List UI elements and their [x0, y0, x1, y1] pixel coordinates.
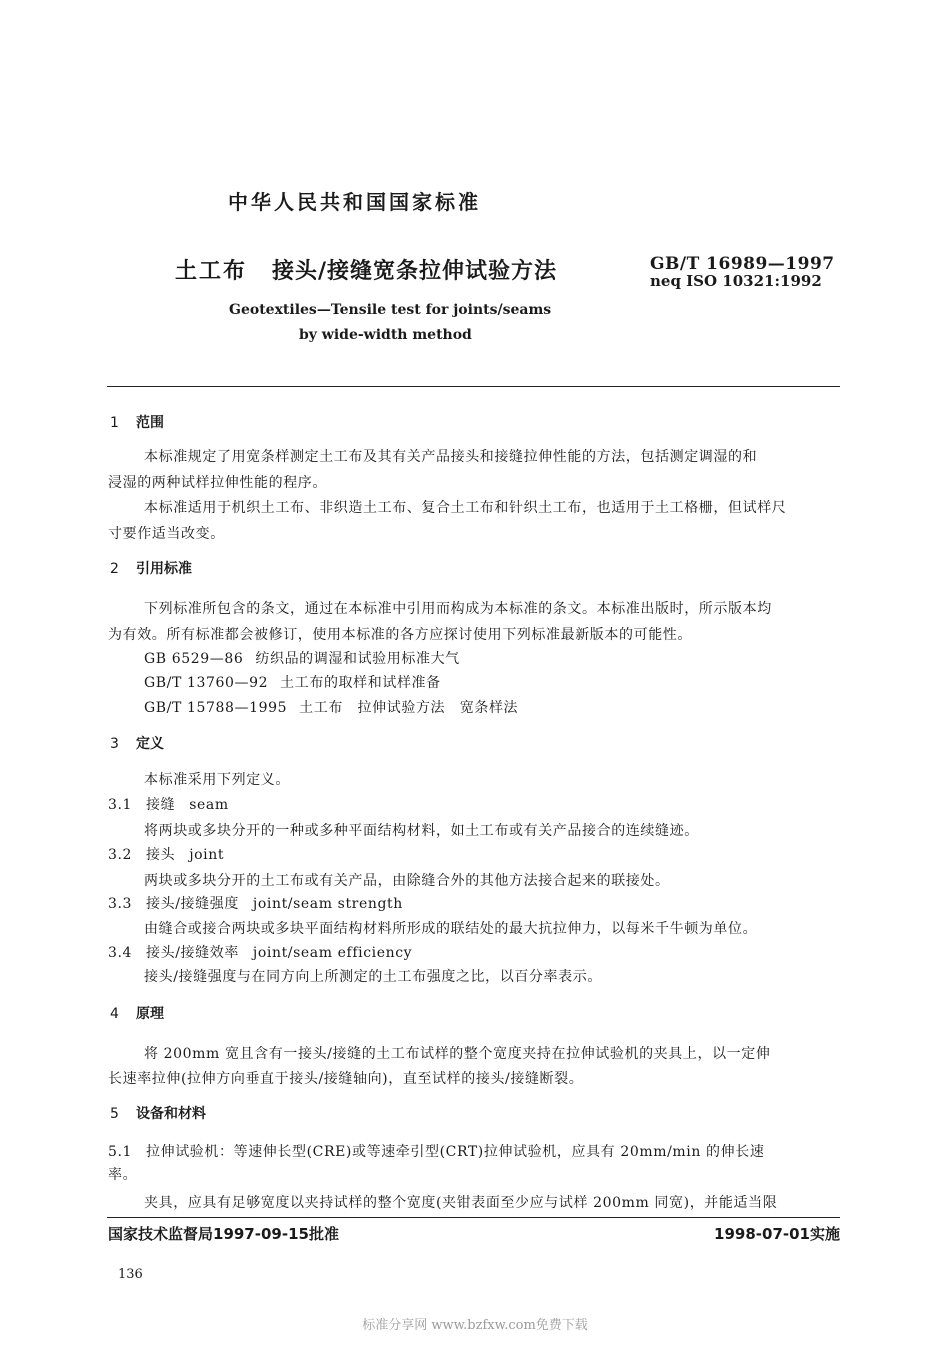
title-cn-sub: 接头/接缝宽条拉伸试验方法: [272, 259, 558, 284]
term-cn: 接头/接缝效率: [146, 945, 239, 961]
section-1-heading: [110, 412, 164, 432]
section-number: 4: [110, 1006, 119, 1022]
reference-item: [144, 697, 518, 717]
reference-item: [144, 672, 441, 692]
section-number: 3: [110, 736, 119, 752]
section-title: 引用标准: [136, 561, 192, 577]
section-number: 2: [110, 561, 119, 577]
definition-term: [108, 844, 224, 864]
definition-term: [108, 942, 412, 962]
section-title: 设备和材料: [136, 1106, 206, 1122]
section-title: 范围: [136, 415, 164, 431]
section-4-heading: [110, 1003, 164, 1023]
definition-number: 3.1: [108, 797, 133, 813]
approval-note: 国家技术监督局1997-09-15批准: [108, 1225, 339, 1243]
reference-title: 土工布 拉伸试验方法 宽条样法: [299, 700, 519, 716]
section-5-heading: [110, 1103, 206, 1123]
section-3-heading: [110, 733, 164, 753]
definition-term: [108, 794, 229, 814]
section-2-heading: [110, 558, 192, 578]
section-title: 原理: [136, 1006, 164, 1022]
reference-code: GB 6529—86: [144, 651, 244, 667]
title-cn-main: 土工布: [175, 259, 248, 284]
definition-text: 将两块或多块分开的一种或多种平面结构材料，如土工布或有关产品接合的连续缝迹。: [144, 823, 699, 839]
definition-text: 由缝合或接合两块或多块平面结构材料所形成的联结处的最大抗拉伸力，以每米千牛顿为单位。: [144, 921, 758, 937]
national-standard-heading: 中华人民共和国国家标准: [228, 190, 481, 214]
header-rule: [107, 386, 840, 387]
sec5-para2: 夹具，应具有足够宽度以夹持试样的整个宽度(夹钳表面至少应与试样 200mm 同宽)，并能适当限: [144, 1195, 778, 1211]
section-number: 5: [110, 1106, 119, 1122]
title-en-line2: by wide-width method: [299, 327, 472, 343]
sec1-para1-line2: 浸湿的两种试样拉伸性能的程序。: [108, 475, 327, 491]
term-cn: 接头/接缝强度: [146, 896, 239, 912]
definition-text: 两块或多块分开的土工布或有关产品，由除缝合外的其他方法接合起来的联接处。: [144, 873, 670, 889]
definition-number: 3.4: [108, 945, 133, 961]
reference-title: 土工布的取样和试样准备: [280, 675, 441, 691]
term-en: joint/seam efficiency: [252, 945, 413, 961]
sec5-1-line1: [108, 1141, 764, 1161]
term-cn: 接头: [146, 847, 176, 863]
subsection-number: 5.1: [108, 1144, 133, 1160]
term-en: seam: [189, 797, 229, 813]
section-title: 定义: [136, 736, 164, 752]
reference-code: GB/T 13760—92: [144, 675, 269, 691]
subsection-text: 拉伸试验机：等速伸长型(CRE)或等速牵引型(CRT)拉伸试验机，应具有 20mm/min 的伸长速: [146, 1144, 765, 1160]
term-en: joint/seam strength: [252, 896, 403, 912]
page-number: 136: [118, 1267, 143, 1282]
watermark: 标准分享网 www.bzfxw.com免费下载: [362, 1318, 588, 1333]
reference-code: GB/T 15788—1995: [144, 700, 288, 716]
sec2-para1-line2: 为有效。所有标准都会被修订，使用本标准的各方应探讨使用下列标准最新版本的可能性。: [108, 627, 692, 643]
sec2-para1-line1: 下列标准所包含的条文，通过在本标准中引用而构成为本标准的条文。本标准出版时，所示版本均: [144, 601, 772, 617]
sec4-para1-line2: 长速率拉伸(拉伸方向垂直于接头/接缝轴向)，直至试样的接头/接缝断裂。: [108, 1071, 584, 1087]
sec5-1-line2: 率。: [108, 1167, 138, 1183]
footer-rule: [107, 1217, 840, 1218]
sec1-para2-line2: 寸要作适当改变。: [108, 526, 225, 542]
definition-text: 接头/接缝强度与在同方向上所测定的土工布强度之比，以百分率表示。: [144, 969, 602, 985]
term-en: joint: [189, 847, 225, 863]
title-en-line1: Geotextiles—Tensile test for joints/seams: [229, 302, 552, 318]
sec4-para1-line1: 将 200mm 宽且含有一接头/接缝的土工布试样的整个宽度夹持在拉伸试验机的夹具上，以一定伸: [144, 1046, 771, 1062]
definition-term: [108, 893, 403, 913]
sec1-para1-line1: 本标准规定了用宽条样测定土工布及其有关产品接头和接缝拉伸性能的方法，包括测定调湿的和: [144, 449, 758, 465]
standard-code: GB/T 16989—1997: [650, 254, 835, 274]
sec1-para2-line1: 本标准适用于机织土工布、非织造土工布、复合土工布和针织土工布，也适用于土工格栅，但试样尺: [144, 500, 787, 516]
effective-date: 1998-07-01实施: [714, 1225, 840, 1243]
reference-title: 纺织品的调湿和试验用标准大气: [255, 651, 460, 667]
sec3-intro: 本标准采用下列定义。: [144, 772, 290, 788]
definition-number: 3.3: [108, 896, 133, 912]
definition-number: 3.2: [108, 847, 133, 863]
reference-item: [144, 648, 460, 668]
section-number: 1: [110, 415, 119, 431]
term-cn: 接缝: [146, 797, 176, 813]
standard-equivalence: neq ISO 10321:1992: [650, 272, 822, 290]
